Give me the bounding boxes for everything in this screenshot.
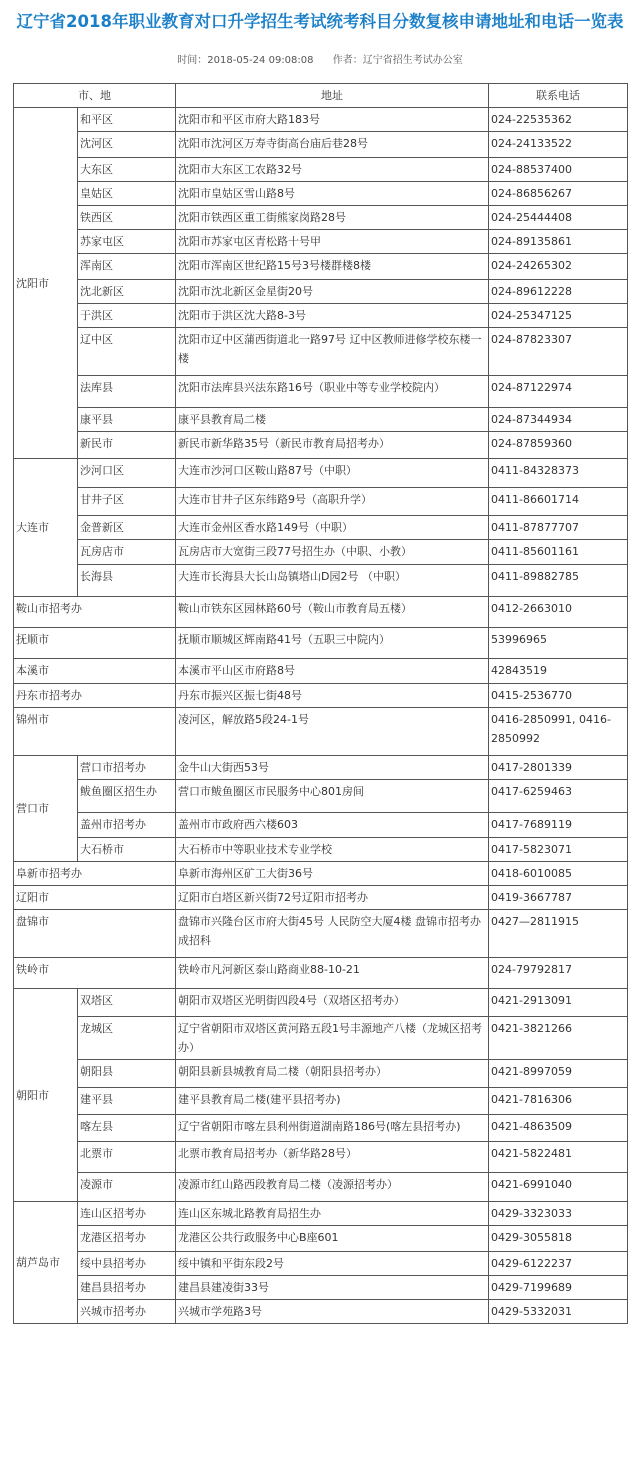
table-row	[14, 432, 628, 459]
city-cell: 铁岭市	[14, 958, 176, 989]
table-row	[14, 230, 628, 254]
district-cell: 浑南区	[78, 254, 176, 280]
address-cell: 大连市甘井子区东纬路9号（高职升学）	[176, 488, 489, 516]
phone-cell: 0421-3821266	[489, 1017, 628, 1060]
table-row	[14, 108, 628, 132]
phone-cell: 024-25444408	[489, 206, 628, 230]
city-cell: 锦州市	[14, 708, 176, 756]
phone-cell: 0417-2801339	[489, 756, 628, 780]
phone-cell: 024-89612228	[489, 280, 628, 304]
phone-cell: 0411-85601161	[489, 540, 628, 565]
phone-cell: 0427—2811915	[489, 910, 628, 958]
phone-cell: 024-88537400	[489, 158, 628, 182]
city-cell: 阜新市招考办	[14, 862, 176, 886]
district-cell: 盖州市招考办	[78, 813, 176, 838]
address-cell: 盖州市市政府西六楼603	[176, 813, 489, 838]
district-cell: 绥中县招考办	[78, 1252, 176, 1276]
address-cell: 沈阳市和平区市府大路183号	[176, 108, 489, 132]
phone-cell: 0421-8997059	[489, 1060, 628, 1088]
phone-cell: 0417-5823071	[489, 838, 628, 862]
address-cell: 绥中镇和平街东段2号	[176, 1252, 489, 1276]
table-row	[14, 280, 628, 304]
table-row	[14, 756, 628, 780]
address-cell: 阜新市海州区矿工大街36号	[176, 862, 489, 886]
district-cell: 沈北新区	[78, 280, 176, 304]
contact-table	[13, 83, 628, 1324]
table-row	[14, 1202, 628, 1226]
table-row	[14, 1226, 628, 1252]
district-cell: 铁西区	[78, 206, 176, 230]
district-cell: 沈河区	[78, 132, 176, 158]
table-row	[14, 459, 628, 488]
address-cell: 本溪市平山区市府路8号	[176, 659, 489, 684]
phone-cell: 024-24133522	[489, 132, 628, 158]
phone-cell: 0411-89882785	[489, 565, 628, 597]
phone-cell: 0411-87877707	[489, 516, 628, 540]
table-row	[14, 516, 628, 540]
phone-cell: 024-79792817	[489, 958, 628, 989]
district-cell: 龙城区	[78, 1017, 176, 1060]
phone-cell: 024-24265302	[489, 254, 628, 280]
address-cell: 辽宁省朝阳市喀左县利州街道湖南路186号(喀左县招考办)	[176, 1115, 489, 1142]
city-cell: 辽阳市	[14, 886, 176, 910]
district-cell: 鲅鱼圈区招生办	[78, 780, 176, 813]
city-cell: 抚顺市	[14, 628, 176, 659]
table-row	[14, 1300, 628, 1324]
table-row	[14, 838, 628, 862]
address-cell: 沈阳市于洪区沈大路8-3号	[176, 304, 489, 328]
city-cell: 沈阳市	[14, 108, 78, 459]
district-cell: 康平县	[78, 408, 176, 432]
district-cell: 和平区	[78, 108, 176, 132]
address-cell: 沈阳市皇姑区雪山路8号	[176, 182, 489, 206]
phone-cell: 0421-4863509	[489, 1115, 628, 1142]
address-cell: 瓦房店市大宽街三段77号招生办（中职、小教）	[176, 540, 489, 565]
table-row	[14, 158, 628, 182]
address-cell: 建平县教育局二楼(建平县招考办)	[176, 1088, 489, 1115]
district-cell: 于洪区	[78, 304, 176, 328]
page-title: 辽宁省2018年职业教育对口升学招生考试统考科目分数复核申请地址和电话一览表	[16, 12, 624, 31]
table-row	[14, 684, 628, 708]
address-cell: 金牛山大街西53号	[176, 756, 489, 780]
table-row	[14, 708, 628, 756]
phone-cell: 0411-86601714	[489, 488, 628, 516]
table-row	[14, 1060, 628, 1088]
phone-cell: 0417-6259463	[489, 780, 628, 813]
address-cell: 新民市新华路35号（新民市教育局招考办）	[176, 432, 489, 459]
address-cell: 大连市沙河口区鞍山路87号（中职）	[176, 459, 489, 488]
address-cell: 兴城市学苑路3号	[176, 1300, 489, 1324]
table-row	[14, 376, 628, 408]
district-cell: 凌源市	[78, 1173, 176, 1202]
phone-cell: 0429-5332031	[489, 1300, 628, 1324]
phone-cell: 0411-84328373	[489, 459, 628, 488]
phone-cell: 0429-6122237	[489, 1252, 628, 1276]
address-cell: 建昌县建凌街33号	[176, 1276, 489, 1300]
district-cell: 北票市	[78, 1142, 176, 1173]
city-cell: 盘锦市	[14, 910, 176, 958]
table-row	[14, 1115, 628, 1142]
district-cell: 建平县	[78, 1088, 176, 1115]
table-row	[14, 565, 628, 597]
table-row	[14, 1252, 628, 1276]
city-cell: 丹东市招考办	[14, 684, 176, 708]
address-cell: 凌源市红山路西段教育局二楼（凌源招考办）	[176, 1173, 489, 1202]
phone-cell: 0421-7816306	[489, 1088, 628, 1115]
city-cell: 朝阳市	[14, 989, 78, 1202]
phone-cell: 024-89135861	[489, 230, 628, 254]
address-cell: 北票市教育局招考办（新华路28号）	[176, 1142, 489, 1173]
header-address: 地址	[176, 84, 489, 108]
address-cell: 沈阳市苏家屯区青松路十号甲	[176, 230, 489, 254]
address-cell: 鞍山市铁东区园林路60号（鞍山市教育局五楼）	[176, 597, 489, 628]
district-cell: 长海县	[78, 565, 176, 597]
phone-cell: 024-86856267	[489, 182, 628, 206]
district-cell: 建昌县招考办	[78, 1276, 176, 1300]
district-cell: 龙港区招考办	[78, 1226, 176, 1252]
table-row	[14, 206, 628, 230]
district-cell: 沙河口区	[78, 459, 176, 488]
address-cell: 沈阳市辽中区蒲西街道北一路97号 辽中区教师进修学校东楼一楼	[176, 328, 489, 376]
address-cell: 大连市长海县大长山岛镇塔山D园2号 （中职）	[176, 565, 489, 597]
table-row	[14, 958, 628, 989]
table-row	[14, 886, 628, 910]
address-cell: 凌河区，解放路5段24-1号	[176, 708, 489, 756]
city-cell: 营口市	[14, 756, 78, 862]
phone-cell: 0421-5822481	[489, 1142, 628, 1173]
phone-cell: 024-87122974	[489, 376, 628, 408]
phone-cell: 0429-7199689	[489, 1276, 628, 1300]
address-cell: 大石桥市中等职业技术专业学校	[176, 838, 489, 862]
district-cell: 甘井子区	[78, 488, 176, 516]
table-header-row	[14, 84, 628, 108]
district-cell: 喀左县	[78, 1115, 176, 1142]
address-cell: 盘锦市兴隆台区市府大街45号 人民防空大厦4楼 盘锦市招考办成招科	[176, 910, 489, 958]
district-cell: 双塔区	[78, 989, 176, 1017]
header-city: 市、地	[14, 84, 176, 108]
district-cell: 兴城市招考办	[78, 1300, 176, 1324]
address-cell: 朝阳县新县城教育局二楼（朝阳县招考办）	[176, 1060, 489, 1088]
table-row	[14, 1276, 628, 1300]
table-row	[14, 813, 628, 838]
district-cell: 大石桥市	[78, 838, 176, 862]
phone-cell: 0429-3055818	[489, 1226, 628, 1252]
address-cell: 沈阳市法库县兴法东路16号（职业中等专业学校院内）	[176, 376, 489, 408]
district-cell: 朝阳县	[78, 1060, 176, 1088]
phone-cell: 0412-2663010	[489, 597, 628, 628]
district-cell: 营口市招考办	[78, 756, 176, 780]
table-row	[14, 1142, 628, 1173]
address-cell: 丹东市振兴区振七街48号	[176, 684, 489, 708]
address-cell: 大连市金州区香水路149号（中职）	[176, 516, 489, 540]
city-cell: 鞍山市招考办	[14, 597, 176, 628]
author: 作者：辽宁省招生考试办公室	[332, 55, 463, 66]
table-row	[14, 1017, 628, 1060]
table-row	[14, 628, 628, 659]
city-cell: 大连市	[14, 459, 78, 597]
phone-cell: 0415-2536770	[489, 684, 628, 708]
table-row	[14, 254, 628, 280]
city-cell: 葫芦岛市	[14, 1202, 78, 1324]
table-row	[14, 328, 628, 376]
district-cell: 辽中区	[78, 328, 176, 376]
district-cell: 苏家屯区	[78, 230, 176, 254]
district-cell: 新民市	[78, 432, 176, 459]
address-cell: 龙港区公共行政服务中心B座601	[176, 1226, 489, 1252]
address-cell: 辽宁省朝阳市双塔区黄河路五段1号丰源地产八楼（龙城区招考办）	[176, 1017, 489, 1060]
phone-cell: 0417-7689119	[489, 813, 628, 838]
district-cell: 瓦房店市	[78, 540, 176, 565]
address-cell: 沈阳市沈北新区金星街20号	[176, 280, 489, 304]
table-row	[14, 1173, 628, 1202]
address-cell: 沈阳市沈河区万寿寺街高台庙后巷28号	[176, 132, 489, 158]
table-row	[14, 488, 628, 516]
table-row	[14, 780, 628, 813]
table-row	[14, 862, 628, 886]
address-cell: 铁岭市凡河新区泰山路商业88-10-21	[176, 958, 489, 989]
address-cell: 沈阳市浑南区世纪路15号3号楼群楼8楼	[176, 254, 489, 280]
phone-cell: 024-22535362	[489, 108, 628, 132]
table-row	[14, 1088, 628, 1115]
table-row	[14, 910, 628, 958]
phone-cell: 0419-3667787	[489, 886, 628, 910]
address-cell: 康平县教育局二楼	[176, 408, 489, 432]
address-cell: 连山区东城北路教育局招生办	[176, 1202, 489, 1226]
phone-cell: 0416-2850991, 0416-2850992	[489, 708, 628, 756]
district-cell: 连山区招考办	[78, 1202, 176, 1226]
table-row	[14, 182, 628, 206]
phone-cell: 024-87859360	[489, 432, 628, 459]
phone-cell: 024-25347125	[489, 304, 628, 328]
address-cell: 营口市鲅鱼圈区市民服务中心801房间	[176, 780, 489, 813]
phone-cell: 0429-3323033	[489, 1202, 628, 1226]
address-cell: 沈阳市大东区工农路32号	[176, 158, 489, 182]
district-cell: 大东区	[78, 158, 176, 182]
phone-cell: 42843519	[489, 659, 628, 684]
phone-cell: 0421-2913091	[489, 989, 628, 1017]
table-row	[14, 304, 628, 328]
table-row	[14, 659, 628, 684]
address-cell: 抚顺市顺城区辉南路41号（五职三中院内）	[176, 628, 489, 659]
phone-cell: 0418-6010085	[489, 862, 628, 886]
phone-cell: 024-87823307	[489, 328, 628, 376]
address-cell: 辽阳市白塔区新兴街72号辽阳市招考办	[176, 886, 489, 910]
table-row	[14, 132, 628, 158]
city-cell: 本溪市	[14, 659, 176, 684]
table-row	[14, 540, 628, 565]
district-cell: 皇姑区	[78, 182, 176, 206]
table-row	[14, 989, 628, 1017]
phone-cell: 53996965	[489, 628, 628, 659]
header-phone: 联系电话	[489, 84, 628, 108]
table-row	[14, 597, 628, 628]
phone-cell: 024-87344934	[489, 408, 628, 432]
district-cell: 金普新区	[78, 516, 176, 540]
article-meta	[0, 51, 640, 66]
address-cell: 沈阳市铁西区重工街熊家岗路28号	[176, 206, 489, 230]
table-row	[14, 408, 628, 432]
publish-time: 时间：2018-05-24 09:08:08	[177, 55, 314, 66]
district-cell: 法库县	[78, 376, 176, 408]
phone-cell: 0421-6991040	[489, 1173, 628, 1202]
address-cell: 朝阳市双塔区光明街四段4号（双塔区招考办）	[176, 989, 489, 1017]
